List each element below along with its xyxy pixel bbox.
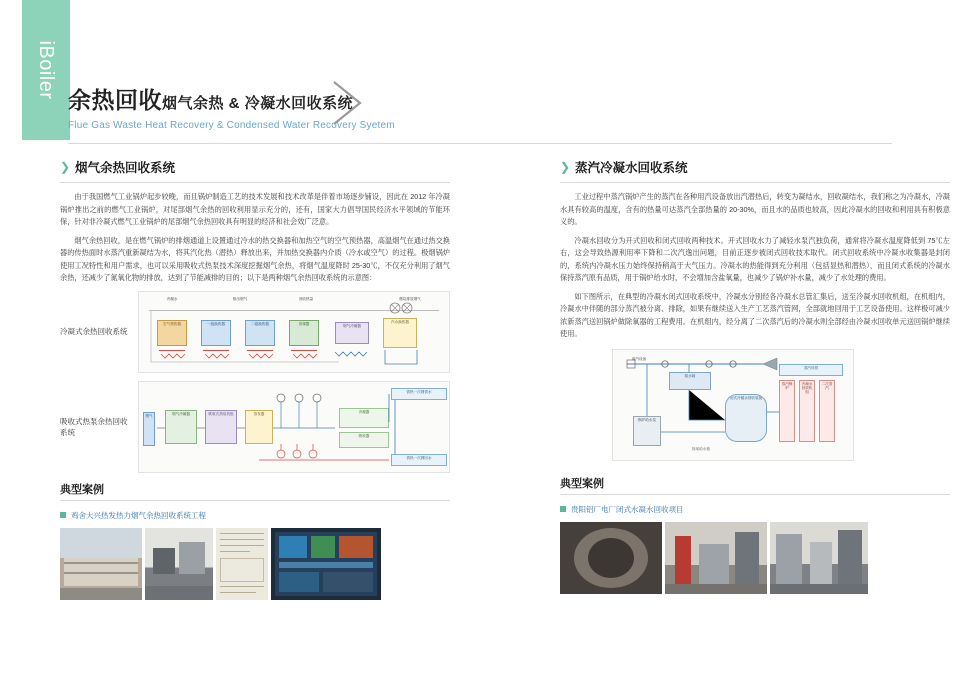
diagram-row-absorption xyxy=(60,381,450,473)
diagram-a-block-1: 空气预热器 xyxy=(157,320,187,346)
left-photo-strip xyxy=(60,528,450,600)
right-case-label: 贵阳铝厂电厂闭式水凝水回收项目 xyxy=(571,504,684,514)
diagram-c-block-6: 蒸汽锅炉 xyxy=(779,380,795,442)
left-cases-title: 典型案例 xyxy=(60,483,104,496)
diagram-a-label-1: 冷凝水 xyxy=(166,296,178,301)
left-cases-divider xyxy=(60,500,450,501)
arrow-right-icon: ❯ xyxy=(60,159,71,174)
left-section-header xyxy=(60,158,450,176)
diagram-absorption xyxy=(138,381,450,473)
right-cases xyxy=(560,475,950,594)
diagram-b-block-6: 吸收器 xyxy=(339,432,389,448)
page-header xyxy=(68,82,498,131)
right-section-divider xyxy=(560,182,950,183)
right-paragraph-3: 如下图所示，在典型的冷凝水闭式回收系统中，冷凝水分别经各冷凝水总管汇集后，送至冷凝水回收机组，在机组内，冷凝水中伴随的部分蒸汽被分离、排除，如果有继续送入生产工艺蒸汽管网，全部就地回用于工艺设备使用。这样极可减少浓新蒸汽送回锅炉做除氧器的工程费用。在机组内，经分离了二次蒸汽后的冷凝水则全部经由冷凝水回收单元送回锅炉继续使用。 xyxy=(560,291,950,338)
brand-label: iBoiler xyxy=(35,40,57,100)
diagram-label-absorption: 吸收式热泵余热回收系统 xyxy=(60,416,128,437)
right-cases-divider xyxy=(560,494,950,495)
photo-equipment-room xyxy=(145,528,213,600)
left-section-title: 烟气余热回收系统 xyxy=(75,161,176,175)
diagram-a-wiring xyxy=(139,292,450,373)
left-diagrams xyxy=(60,291,450,473)
photo-control-screen xyxy=(271,528,381,600)
diagram-a-block-4: 省煤器 xyxy=(289,320,319,346)
left-column xyxy=(60,158,450,600)
bullet-square-icon xyxy=(60,512,66,518)
diagram-a-label-2: 排出烟气 xyxy=(232,296,248,301)
right-photo-strip xyxy=(560,522,950,594)
diagram-a-block-6: 汽水换热器 xyxy=(383,318,417,348)
diagram-c-caption: 除氧给水箱 xyxy=(692,446,710,451)
photo-drawing xyxy=(216,528,268,600)
diagram-b-block-3: 吸收式热泵机组 xyxy=(205,410,237,444)
diagram-c-label-1: 用汽设备 xyxy=(631,356,647,361)
left-paragraph-1: 由于我国燃气工业锅炉起步较晚，而且锅炉制造工艺的技术发展和技术改革是伴着市场逐步铺设，因此在 2012 年冷凝锅炉推出之前的燃气工业锅炉，对尾部烟气余热的回收利用显示充分的，还有，国家大力倡导国民经济水平领域的节能环保，针对非冷凝式燃气工业锅炉的尾部烟气余热回收具有明显的经济和社会效广泛意。 xyxy=(60,192,450,226)
right-section-title: 蒸汽冷凝水回收系统 xyxy=(575,161,688,175)
diagram-b-block-5: 冷凝器 xyxy=(339,408,389,428)
left-case-item xyxy=(60,510,450,521)
right-paragraph-1: 工业过程中蒸汽锅炉产生的蒸汽在各种用汽设备放出汽潜热后，转变为凝结水，回收凝结水，我们称之为冷凝水，冷凝水具有较高的温度，含有的热量可达蒸汽全部热量的 20-30%，而且水的品质也较高，因此冷凝水的回收和利用具有积极意义的。 xyxy=(560,192,950,226)
diagram-a-label-3: 回收热量 xyxy=(298,296,314,301)
arrow-right-icon-2: ❯ xyxy=(560,159,571,174)
page-title-en: Flue Gas Waste Heat Recovery & Condensed Water Recovery Syetem xyxy=(68,120,395,131)
diagram-c-wiring xyxy=(613,350,854,461)
page-title-main: 余热回收 xyxy=(68,87,162,113)
diagram-condensate-recovery xyxy=(612,349,854,461)
diagram-b-wiring xyxy=(139,382,450,473)
header-divider xyxy=(68,143,892,144)
diagram-label-condensing: 冷凝式余热回收系统 xyxy=(60,327,128,336)
diagram-a-block-5: 烟气冷凝器 xyxy=(335,322,369,344)
chevron-right-icon xyxy=(330,80,364,126)
diagram-row-condensing xyxy=(60,291,450,373)
photo-building xyxy=(60,528,142,600)
right-paragraph-2: 冷凝水回收分为开式回收和闭式回收两种技术。开式回收水力了减轻水泵汽独负荷，通常将冷凝水温度降低到 75℃左右，这会导致热源利用率下降和二次汽逸出问题，目前正逐步被闭式回收技术取代。闭式回收系统中冷凝水收集器是封闭的，系统内冷凝水压力始终保持稍高于大气压力。冷凝水的热能得到充分利用（包括显热和潜热），而且闭式系统的冷凝水保持蒸汽原有品质，用于锅炉给水时，不会增加含盐氧量，也减少了锅炉补水量，减少了水处理的费用。 xyxy=(560,235,950,282)
left-paragraph-2: 烟气余热回收，是在燃气锅炉的排烟通道上设置通过冷水的热交换器和加热空气的空气预热器，高温烟气在通过热交换器的传热面时水蒸汽重新凝结为水，将其汽化热（潜热）释放出来，并加热交换器内介质（冷水或空气）的过程。极烟锅炉使用工况特性和用户需求，也可以采用吸收式热泵技术深度挖掘烟气余热，将烟气温度降时 25-30℃，不仅充分利用了烟气余热，还减少了氮氧化物的排放，达到了节能减排的目的；以下是两种烟气余热回收系统的示意图： xyxy=(60,235,450,282)
diagram-a-label-4: 燃烧排放烟气 xyxy=(399,296,421,301)
photo-vessel xyxy=(560,522,662,594)
diagram-b-block-7: 供热一次网供水 xyxy=(391,388,447,400)
right-cases-title: 典型案例 xyxy=(560,477,604,490)
diagram-c-block-3: 锅炉给水泵 xyxy=(633,416,661,446)
right-section-header xyxy=(560,158,950,176)
photo-machine-room xyxy=(770,522,868,594)
bullet-square-icon-2 xyxy=(560,506,566,512)
diagram-a-block-3: 二级换热器 xyxy=(245,320,275,346)
diagram-b-block-8: 供热一次网回水 xyxy=(391,454,447,466)
right-case-item xyxy=(560,504,950,515)
diagram-a-block-2: 一级换热器 xyxy=(201,320,231,346)
diagram-c-block-4: 闭式冷凝水回收装置 xyxy=(725,394,767,442)
left-cases xyxy=(60,481,450,600)
page-title-sub: 烟气余热 & 冷凝水回收系统 xyxy=(162,95,354,112)
left-section-divider xyxy=(60,182,450,183)
brand-tab xyxy=(22,0,70,140)
diagram-b-block-2: 烟气冷凝器 xyxy=(165,410,197,444)
diagram-c-block-8: 二次蒸汽 xyxy=(819,380,835,442)
diagram-c-block-2: 疏水阀 xyxy=(669,372,711,390)
diagram-c-block-5: 蒸汽母管 xyxy=(779,364,843,376)
diagram-b-block-1: 烟气 xyxy=(143,412,155,446)
right-column xyxy=(560,158,950,594)
photo-pump-unit xyxy=(665,522,767,594)
page-title xyxy=(68,82,498,115)
diagram-b-block-4: 蒸发器 xyxy=(245,410,273,444)
diagram-c-block-7: 冷凝水回收机组 xyxy=(799,380,815,442)
diagram-condensing xyxy=(138,291,450,373)
left-case-label: 鸡舍大兴热发热力烟气余热回收系统工程 xyxy=(71,510,206,520)
